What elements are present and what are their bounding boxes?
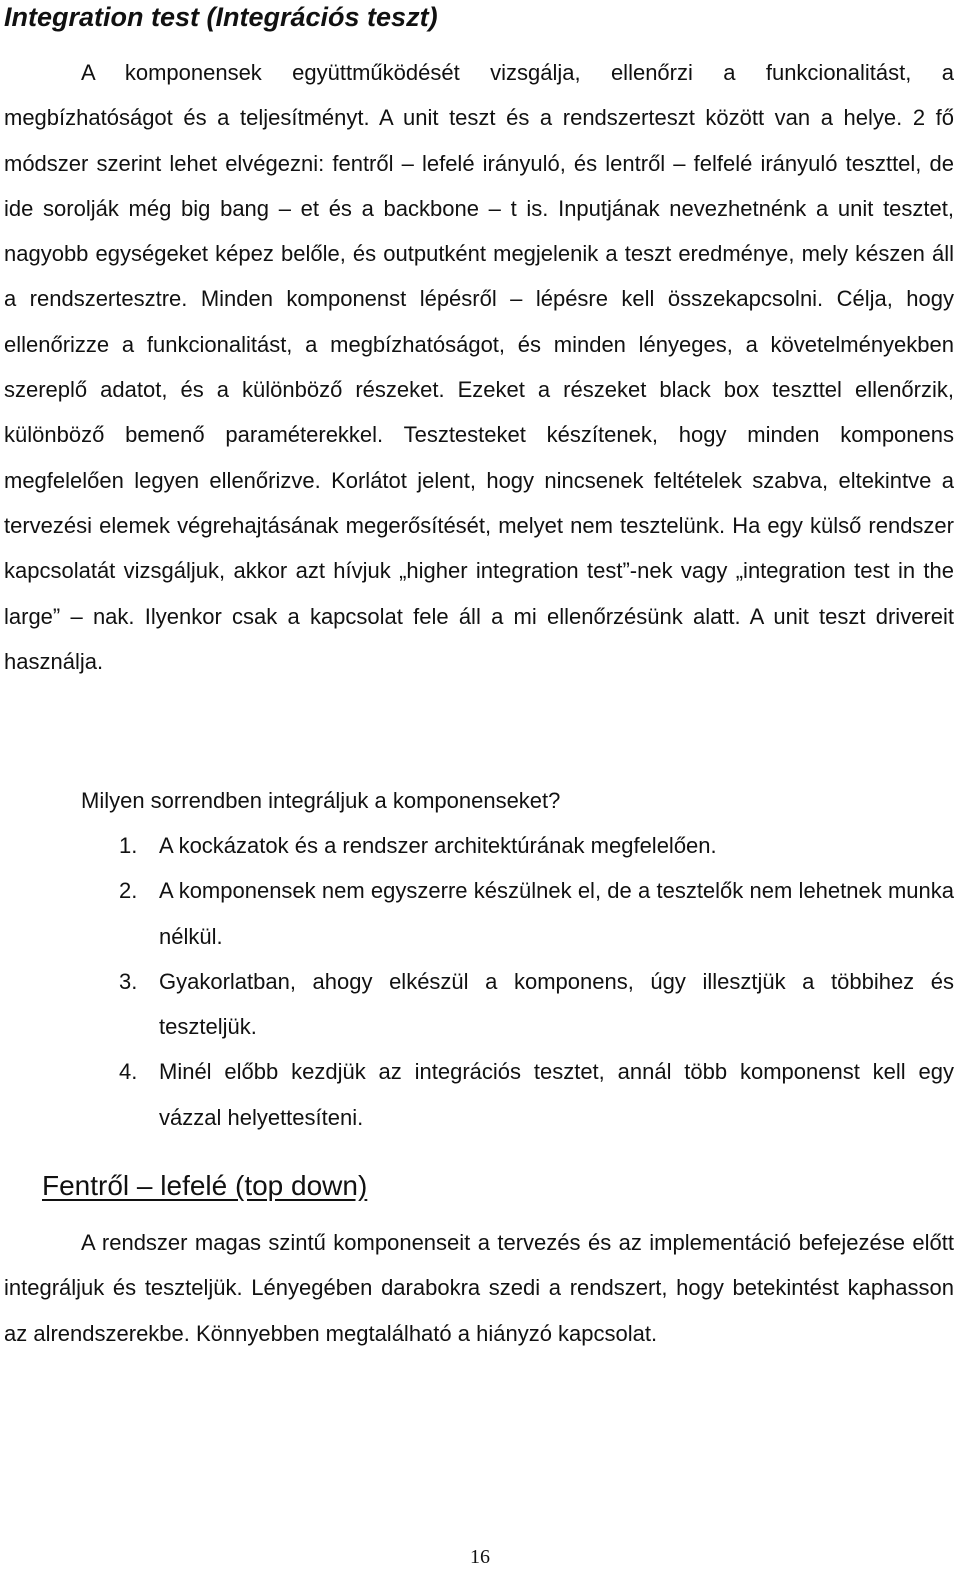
list-item [119,823,954,868]
list-item-number: 1. [119,833,138,858]
list-item-text: Gyakorlatban, ahogy elkészül a komponens, úgy illesztjük a többihez és teszteljük. [159,968,954,1040]
list-item [119,959,954,1050]
list-item-text: A kockázatok és a rendszer architektúrának megfelelően. [159,833,717,858]
list-item-number: 2. [119,878,138,904]
list-item-text: Minél előbb kezdjük az integrációs tesztet, annál több komponenst kell egy vázzal helyettesíteni. [159,1059,954,1130]
list-item [119,868,954,959]
list-item-number: 3. [119,968,138,994]
list-item-text: A komponensek nem egyszerre készülnek el, de a tesztelők nem lehetnek munka nélkül. [159,878,954,949]
section-heading-integration-test: Integration test (Integrációs teszt) [4,2,438,32]
list-item-number: 4. [119,1059,138,1085]
paragraph-integration-test: A komponensek együttműködését vizsgálja, ellenőrzi a funkcionalitást, a megbízhatóságot és a teljesítményt. A unit teszt és a rendszerteszt között van a helye. 2 fő módszer szerint lehet elvégezni: fentről – lefelé irányuló, és lentről – felfelé irányuló teszttel, de ide sorolják még big bang – et és a backbone – t is. Inputjának nevezhetnénk a unit tesztet, nagyobb egységeket képez belőle, és outputként megjelenik a teszt eredménye, mely készen áll a rendszertesztre. Minden komponenst lépésről – lépésre kell összekapcsolni. Célja, hogy ellenőrizze a funkcionalitást, a megbízhatóságot, és minden lényeges, a követelményekben szereplő adatot, és a különböző részeket. Ezeket a részeket black box teszttel ellenőrzik, különböző bemenő paraméterekkel. Tesztesteket készítenek, hogy minden komponens megfelelően legyen ellenőrizve. Korlátot jelent, hogy nincsenek feltételek szabva, eltekintve a tervezési elemek végrehajtásának megerősítését, melyet nem tesztelünk. Ha egy külső rendszer kapcsolatát vizsgáljuk, akkor azt hívjuk „higher integration test”-nek vagy „integration test in the large” – nak. Ilyenkor csak a kapcsolat fele áll a mi ellenőrzésünk alatt. A unit teszt drivereit használja. [4,60,954,674]
question-text: Milyen sorrendben integráljuk a komponenseket? [81,788,561,813]
integration-order-list [119,823,954,1140]
page-number: 16 [470,1546,490,1568]
section-heading-top-down: Fentről – lefelé (top down) [42,1170,368,1201]
list-item [119,1049,954,1140]
paragraph-top-down: A rendszer magas szintű komponenseit a tervezés és az implementáció befejezése előtt integráljuk és teszteljük. Lényegében darabokra szedi a rendszert, hogy betekintést kaphasson az alrendszerekbe. Könnyebben megtalálható a hiányzó kapcsolat. [4,1230,954,1346]
